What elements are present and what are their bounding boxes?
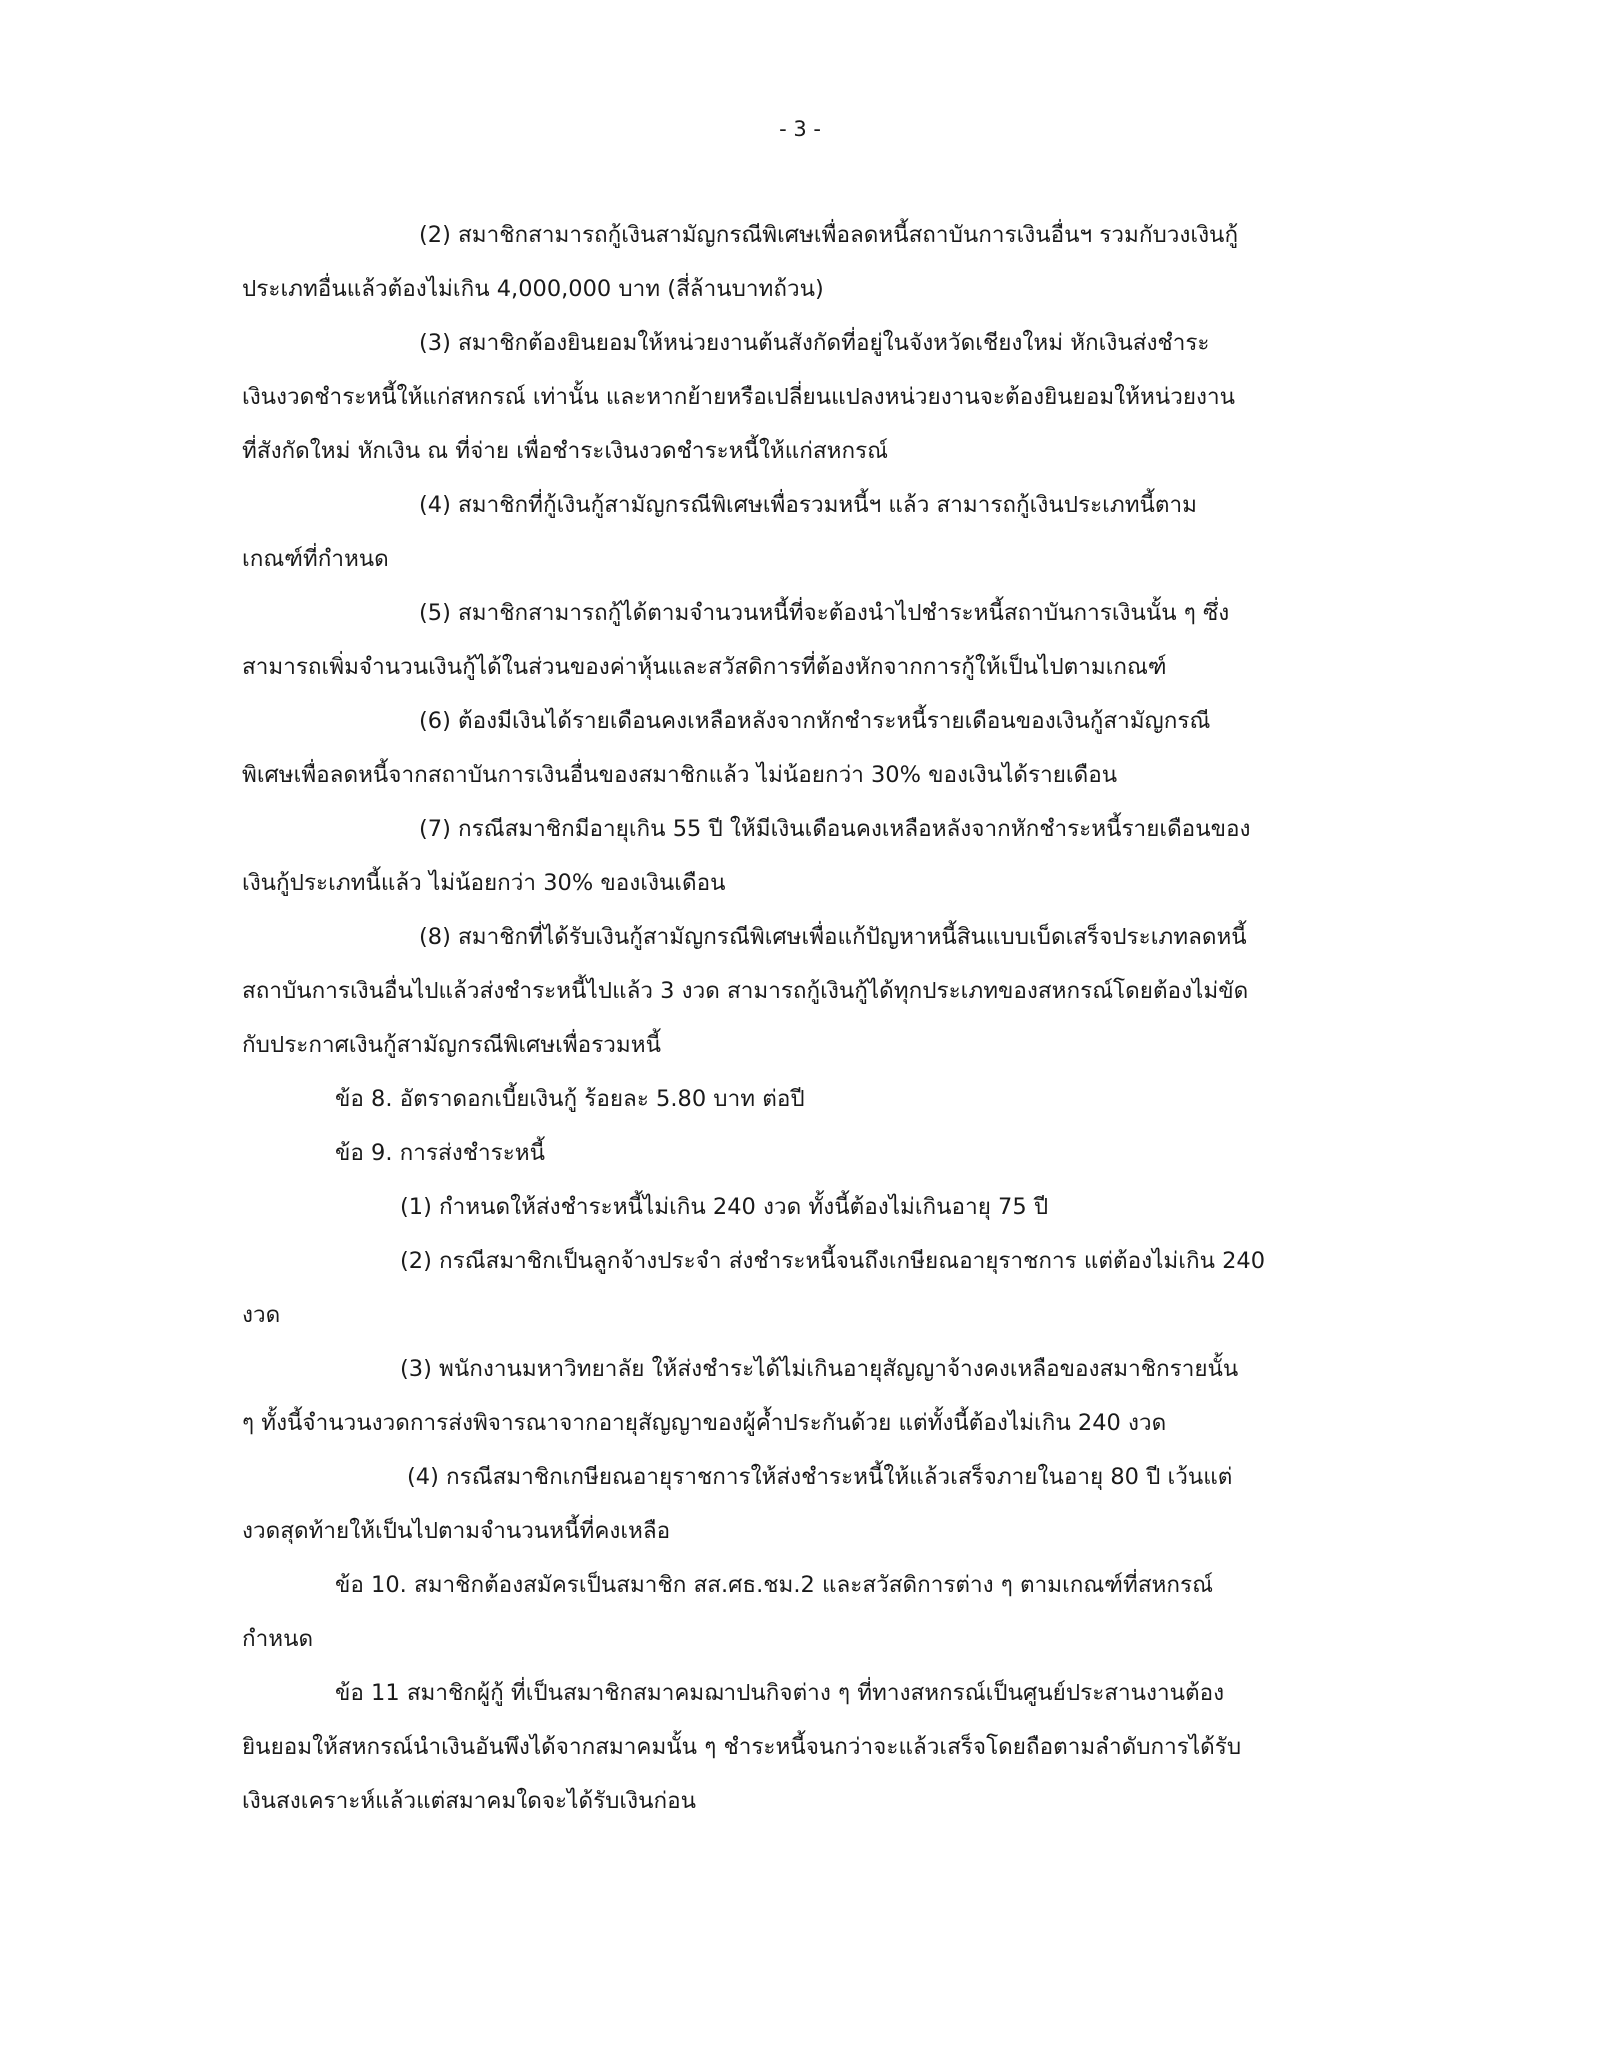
paragraph-line: (1) กำหนดให้ส่งชำระหนี้ไม่เกิน 240 งวด ทั้งนี้ต้องไม่เกินอายุ 75 ปี bbox=[400, 1194, 1049, 1220]
paragraph-item-4 bbox=[242, 478, 1350, 586]
paragraph-line: พิเศษเพื่อลดหนี้จากสถาบันการเงินอื่นของสมาชิกแล้ว ไม่น้อยกว่า 30% ของเงินได้รายเดือน bbox=[242, 762, 1118, 788]
paragraph-line: (6) ต้องมีเงินได้รายเดือนคงเหลือหลังจากหักชำระหนี้รายเดือนของเงินกู้สามัญกรณี bbox=[419, 708, 1211, 734]
paragraph-line: (8) สมาชิกที่ได้รับเงินกู้สามัญกรณีพิเศษเพื่อแก้ปัญหาหนี้สินแบบเบ็ดเสร็จประเภทลดหนี้ bbox=[419, 924, 1247, 950]
paragraph-line: (2) สมาชิกสามารถกู้เงินสามัญกรณีพิเศษเพื่อลดหนี้สถาบันการเงินอื่นฯ รวมกับวงเงินกู้ bbox=[419, 222, 1239, 248]
document-body bbox=[242, 208, 1350, 1828]
paragraph-line: กับประกาศเงินกู้สามัญกรณีพิเศษเพื่อรวมหนี้ bbox=[242, 1032, 661, 1058]
paragraph-line: งวดสุดท้ายให้เป็นไปตามจำนวนหนี้ที่คงเหลือ bbox=[242, 1518, 671, 1544]
paragraph-item-5 bbox=[242, 586, 1350, 694]
paragraph-clause-9 bbox=[242, 1126, 1350, 1180]
paragraph-line: เงินสงเคราะห์แล้วแต่สมาคมใดจะได้รับเงินก่อน bbox=[242, 1788, 697, 1814]
paragraph-line: กำหนด bbox=[242, 1626, 314, 1652]
paragraph-clause-9-1 bbox=[242, 1180, 1350, 1234]
paragraph-clause-11 bbox=[242, 1666, 1350, 1828]
paragraph-line: ข้อ 11 สมาชิกผู้กู้ ที่เป็นสมาชิกสมาคมฌาปนกิจต่าง ๆ ที่ทางสหกรณ์เป็นศูนย์ประสานงานต้อง bbox=[335, 1680, 1225, 1706]
paragraph-line: ยินยอมให้สหกรณ์นำเงินอันพึงได้จากสมาคมนั้น ๆ ชำระหนี้จนกว่าจะแล้วเสร็จโดยถือตามลำดับการได้รับ bbox=[242, 1734, 1242, 1760]
paragraph-line: (5) สมาชิกสามารถกู้ได้ตามจำนวนหนี้ที่จะต้องนำไปชำระหนี้สถาบันการเงินนั้น ๆ ซึ่ง bbox=[419, 600, 1230, 626]
paragraph-line: ข้อ 10. สมาชิกต้องสมัครเป็นสมาชิก สส.ศธ.ชม.2 และสวัสดิการต่าง ๆ ตามเกณฑ์ที่สหกรณ์ bbox=[335, 1572, 1213, 1598]
paragraph-line: เกณฑ์ที่กำหนด bbox=[242, 546, 389, 572]
paragraph-line: (2) กรณีสมาชิกเป็นลูกจ้างประจำ ส่งชำระหนี้จนถึงเกษียณอายุราชการ แต่ต้องไม่เกิน 240 bbox=[400, 1248, 1266, 1274]
paragraph-line: ๆ ทั้งนี้จำนวนงวดการส่งพิจารณาจากอายุสัญญาของผู้ค้ำประกันด้วย แต่ทั้งนี้ต้องไม่เกิน 240 งวด bbox=[242, 1410, 1167, 1436]
paragraph-line: (4) สมาชิกที่กู้เงินกู้สามัญกรณีพิเศษเพื่อรวมหนี้ฯ แล้ว สามารถกู้เงินประเภทนี้ตาม bbox=[419, 492, 1197, 518]
paragraph-line: ข้อ 8. อัตราดอกเบี้ยเงินกู้ ร้อยละ 5.80 บาท ต่อปี bbox=[335, 1086, 805, 1112]
paragraph-line: สถาบันการเงินอื่นไปแล้วส่งชำระหนี้ไปแล้ว 3 งวด สามารถกู้เงินกู้ได้ทุกประเภทของสหกรณ์โดยต้องไม่ขัด bbox=[242, 978, 1249, 1004]
paragraph-clause-9-4 bbox=[242, 1450, 1350, 1558]
paragraph-line: (7) กรณีสมาชิกมีอายุเกิน 55 ปี ให้มีเงินเดือนคงเหลือหลังจากหักชำระหนี้รายเดือนของ bbox=[419, 816, 1251, 842]
paragraph-item-2 bbox=[242, 208, 1350, 316]
paragraph-item-3 bbox=[242, 316, 1350, 478]
paragraph-line: งวด bbox=[242, 1302, 281, 1328]
paragraph-line: สามารถเพิ่มจำนวนเงินกู้ได้ในส่วนของค่าหุ้นและสวัสดิการที่ต้องหักจากการกู้ให้เป็นไปตามเกณฑ์ bbox=[242, 654, 1167, 680]
paragraph-line: ข้อ 9. การส่งชำระหนี้ bbox=[335, 1140, 546, 1166]
paragraph-clause-9-3 bbox=[242, 1342, 1350, 1450]
paragraph-line: เงินกู้ประเภทนี้แล้ว ไม่น้อยกว่า 30% ของเงินเดือน bbox=[242, 870, 726, 896]
paragraph-clause-10 bbox=[242, 1558, 1350, 1666]
paragraph-clause-9-2 bbox=[242, 1234, 1350, 1342]
paragraph-line: (4) กรณีสมาชิกเกษียณอายุราชการให้ส่งชำระหนี้ให้แล้วเสร็จภายในอายุ 80 ปี เว้นแต่ bbox=[407, 1464, 1233, 1490]
page-number: - 3 - bbox=[779, 117, 821, 141]
paragraph-item-7 bbox=[242, 802, 1350, 910]
paragraph-line: (3) พนักงานมหาวิทยาลัย ให้ส่งชำระได้ไม่เกินอายุสัญญาจ้างคงเหลือของสมาชิกรายนั้น bbox=[400, 1356, 1239, 1382]
paragraph-line: (3) สมาชิกต้องยินยอมให้หน่วยงานต้นสังกัดที่อยู่ในจังหวัดเชียงใหม่ หักเงินส่งชำระ bbox=[419, 330, 1210, 356]
paragraph-line: ประเภทอื่นแล้วต้องไม่เกิน 4,000,000 บาท (สี่ล้านบาทถ้วน) bbox=[242, 276, 824, 302]
paragraph-line: ที่สังกัดใหม่ หักเงิน ณ ที่จ่าย เพื่อชำระเงินงวดชำระหนี้ให้แก่สหกรณ์ bbox=[242, 438, 889, 464]
paragraph-item-6 bbox=[242, 694, 1350, 802]
paragraph-line: เงินงวดชำระหนี้ให้แก่สหกรณ์ เท่านั้น และหากย้ายหรือเปลี่ยนแปลงหน่วยงานจะต้องยินยอมให้หน่วยงาน bbox=[242, 384, 1236, 410]
paragraph-item-8 bbox=[242, 910, 1350, 1072]
paragraph-clause-8 bbox=[242, 1072, 1350, 1126]
